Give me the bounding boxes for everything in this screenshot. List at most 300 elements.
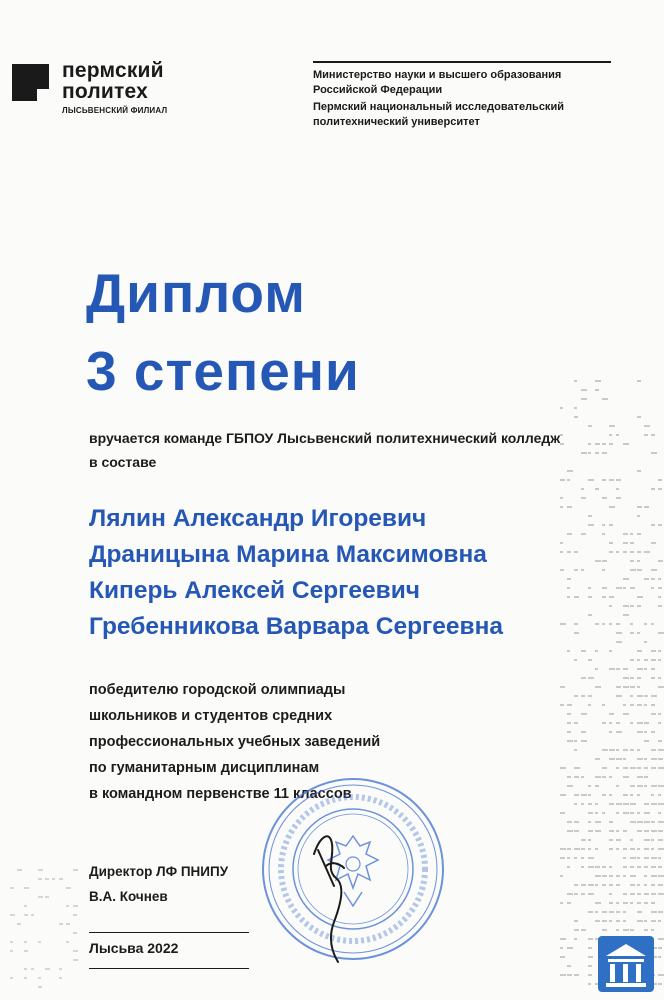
title-line-2: 3 степени	[86, 340, 360, 402]
pattern-dot	[616, 749, 619, 751]
pattern-dot	[637, 776, 643, 778]
pattern-dot	[560, 947, 563, 949]
pattern-dot	[588, 812, 593, 814]
pattern-dot	[630, 812, 634, 814]
pattern-dot	[637, 686, 640, 688]
pattern-dot	[630, 821, 636, 823]
pattern-dot	[595, 776, 601, 778]
pattern-dot	[637, 857, 640, 859]
pattern-dot	[658, 857, 661, 859]
diploma-title	[86, 254, 586, 410]
pattern-dot	[560, 848, 566, 850]
pattern-dot	[616, 731, 622, 733]
pattern-dot	[560, 902, 563, 904]
pattern-dot	[73, 959, 78, 961]
pattern-dot	[637, 380, 641, 382]
pattern-dot	[595, 668, 598, 670]
pattern-dot	[651, 524, 655, 526]
pattern-dot	[623, 875, 626, 877]
pattern-dot	[595, 866, 600, 868]
pattern-dot	[602, 929, 607, 931]
pattern-dot	[24, 977, 27, 979]
ministry-block	[313, 68, 613, 98]
pattern-dot	[651, 677, 655, 679]
pattern-dot	[581, 713, 587, 715]
pattern-dot	[616, 767, 619, 769]
pattern-dot	[651, 758, 657, 760]
pattern-dot	[658, 596, 661, 598]
pattern-dot	[609, 443, 613, 445]
pattern-dot	[658, 938, 664, 940]
pattern-dot	[567, 947, 573, 949]
ministry-line-2: Российской Федерации	[313, 84, 443, 96]
pattern-dot	[644, 695, 648, 697]
pattern-dot	[644, 425, 650, 427]
pattern-dot	[658, 911, 663, 913]
pattern-dot	[623, 803, 629, 805]
pattern-dot	[623, 893, 627, 895]
pattern-dot	[616, 929, 619, 931]
pattern-dot	[637, 470, 641, 472]
pattern-dot	[581, 857, 584, 859]
pattern-dot	[623, 794, 628, 796]
pattern-dot	[588, 830, 593, 832]
pattern-dot	[658, 956, 661, 958]
pattern-dot	[574, 929, 579, 931]
pattern-dot	[616, 848, 619, 850]
pattern-dot	[651, 821, 655, 823]
pattern-dot	[637, 821, 643, 823]
pattern-dot	[658, 524, 662, 526]
signatory-position: Директор ЛФ ПНИПУ	[89, 864, 229, 879]
footer-rule-top	[89, 932, 249, 933]
pattern-dot	[658, 893, 664, 895]
pattern-dot	[651, 452, 657, 454]
pattern-dot	[616, 875, 620, 877]
pattern-dot	[644, 722, 649, 724]
pattern-dot	[10, 941, 13, 943]
pattern-dot	[616, 902, 619, 904]
pattern-dot	[637, 848, 640, 850]
pattern-dot	[581, 893, 585, 895]
pattern-dot	[595, 848, 598, 850]
pattern-dot	[651, 695, 657, 697]
pattern-dot	[38, 986, 42, 988]
team-member: Лялин Александр Игоревич	[89, 505, 427, 532]
pattern-dot	[609, 884, 613, 886]
pattern-dot	[574, 974, 579, 976]
pattern-dot	[651, 434, 655, 436]
pattern-dot	[588, 479, 594, 481]
pattern-dot	[623, 857, 626, 859]
pattern-dot	[595, 389, 599, 391]
pattern-dot	[38, 941, 41, 943]
pattern-dot	[595, 785, 599, 787]
pattern-dot	[45, 968, 50, 970]
pattern-dot	[623, 704, 626, 706]
pattern-dot	[637, 902, 641, 904]
title-line-1: Диплом	[86, 262, 306, 324]
pattern-dot	[644, 884, 647, 886]
pattern-dot	[609, 425, 615, 427]
pattern-dot	[637, 677, 641, 679]
pattern-dot	[581, 929, 586, 931]
pattern-dot	[651, 713, 656, 715]
pattern-dot	[651, 866, 656, 868]
pattern-dot	[588, 893, 594, 895]
pattern-dot	[560, 938, 566, 940]
pattern-dot	[560, 974, 566, 976]
pattern-dot	[644, 848, 649, 850]
pattern-dot	[31, 914, 34, 916]
pattern-dot	[658, 785, 664, 787]
pattern-dot	[567, 776, 571, 778]
pattern-dot	[644, 821, 650, 823]
university-line-2: политехнический университет	[313, 116, 480, 128]
pattern-dot	[588, 848, 591, 850]
pattern-dot	[623, 902, 628, 904]
pattern-dot	[651, 668, 655, 670]
pattern-dot	[616, 479, 621, 481]
pattern-dot	[567, 974, 572, 976]
pattern-dot	[651, 803, 657, 805]
pattern-dot	[581, 884, 586, 886]
pattern-dot	[595, 380, 601, 382]
pattern-dot	[581, 497, 586, 499]
pattern-dot	[651, 767, 656, 769]
pattern-dot	[24, 968, 27, 970]
pattern-dot	[588, 695, 592, 697]
pattern-dot	[595, 812, 598, 814]
pattern-dot	[574, 749, 577, 751]
pattern-dot	[73, 950, 78, 952]
pattern-dot	[581, 731, 586, 733]
description-line: в командном первенстве 11 классов	[89, 786, 352, 802]
pattern-dot	[651, 848, 654, 850]
pattern-dot	[602, 794, 606, 796]
pattern-dot	[10, 914, 15, 916]
pattern-dot	[630, 884, 635, 886]
logo-line-1: пермский	[62, 59, 164, 82]
college-emblem-icon	[596, 934, 656, 994]
pattern-dot	[567, 848, 571, 850]
pattern-dot	[581, 839, 586, 841]
pattern-dot	[574, 920, 578, 922]
pattern-dot	[651, 704, 655, 706]
pattern-dot	[623, 920, 626, 922]
pattern-dot	[59, 968, 62, 970]
pattern-dot	[623, 677, 629, 679]
pattern-dot	[651, 785, 657, 787]
pattern-dot	[658, 758, 663, 760]
pattern-dot	[609, 866, 612, 868]
pattern-dot	[616, 812, 619, 814]
pattern-dot	[10, 887, 14, 889]
pattern-dot	[602, 911, 607, 913]
pattern-dot	[581, 803, 584, 805]
pattern-dot	[651, 794, 654, 796]
pattern-dot	[588, 659, 592, 661]
pattern-dot	[602, 497, 607, 499]
team-member: Гребенникова Варвара Сергеевна	[89, 613, 503, 640]
pattern-dot	[637, 794, 640, 796]
pattern-dot	[588, 704, 591, 706]
pattern-dot	[588, 857, 594, 859]
pattern-dot	[560, 857, 565, 859]
pattern-dot	[609, 803, 614, 805]
pattern-dot	[609, 434, 612, 436]
pattern-dot	[602, 884, 606, 886]
pattern-dot	[644, 857, 649, 859]
pattern-dot	[651, 569, 657, 571]
pattern-dot	[574, 938, 577, 940]
pattern-dot	[637, 749, 640, 751]
pattern-dot	[637, 722, 643, 724]
pattern-dot	[38, 869, 43, 871]
pattern-dot	[651, 875, 657, 877]
pattern-dot	[602, 749, 608, 751]
pattern-dot	[630, 749, 634, 751]
pattern-dot	[581, 740, 587, 742]
pattern-dot	[658, 974, 664, 976]
pattern-dot	[658, 632, 664, 634]
pattern-dot	[595, 488, 599, 490]
pattern-dot	[651, 623, 654, 625]
pattern-dot	[658, 560, 663, 562]
pattern-dot	[644, 776, 648, 778]
pattern-dot	[630, 929, 634, 931]
pattern-dot	[644, 920, 647, 922]
pattern-dot	[651, 893, 656, 895]
signatory-name: В.А. Кочнев	[89, 889, 168, 904]
pattern-dot	[637, 767, 641, 769]
team-members	[89, 501, 649, 645]
pattern-dot	[73, 932, 77, 934]
pattern-dot	[602, 866, 606, 868]
pattern-dot	[574, 416, 578, 418]
pattern-dot	[595, 686, 601, 688]
pattern-dot	[637, 668, 643, 670]
pattern-dot	[616, 668, 620, 670]
pattern-dot	[588, 677, 594, 679]
pattern-dot	[574, 722, 578, 724]
pattern-dot	[651, 929, 654, 931]
pattern-dot	[630, 875, 636, 877]
pattern-dot	[630, 695, 633, 697]
pattern-dot	[616, 497, 621, 499]
team-member: Драницына Марина Максимовна	[89, 541, 487, 568]
pattern-dot	[38, 896, 43, 898]
pattern-dot	[574, 776, 579, 778]
pattern-dot	[616, 884, 620, 886]
award-lead-text	[89, 426, 609, 474]
university-block	[313, 100, 613, 130]
pattern-dot	[630, 704, 634, 706]
pattern-dot	[609, 650, 612, 652]
pattern-dot	[658, 767, 664, 769]
pattern-dot	[66, 923, 70, 925]
pattern-dot	[630, 767, 636, 769]
pattern-dot	[609, 776, 612, 778]
pattern-dot	[560, 497, 563, 499]
pattern-dot	[595, 902, 601, 904]
pattern-dot	[658, 578, 661, 580]
pattern-dot	[609, 758, 615, 760]
pattern-dot	[630, 839, 633, 841]
pattern-dot	[658, 812, 661, 814]
issuer-header	[313, 68, 613, 132]
director-signature	[296, 826, 376, 966]
pattern-dot	[623, 767, 628, 769]
pattern-dot	[644, 704, 647, 706]
pattern-dot	[66, 941, 69, 943]
pattern-dot	[609, 920, 612, 922]
pattern-dot	[630, 803, 636, 805]
pattern-dot	[658, 794, 661, 796]
pattern-dot	[630, 677, 634, 679]
pattern-dot	[602, 479, 606, 481]
pattern-dot	[602, 920, 607, 922]
pattern-dot	[588, 956, 593, 958]
pattern-dot	[637, 650, 642, 652]
pattern-dot	[609, 713, 614, 715]
pattern-dot	[623, 812, 629, 814]
pattern-dot	[658, 947, 662, 949]
pattern-dot	[623, 749, 628, 751]
pattern-dot	[66, 887, 71, 889]
pattern-dot	[651, 587, 654, 589]
pattern-dot	[567, 866, 570, 868]
pattern-dot	[588, 983, 591, 985]
pattern-dot	[574, 767, 580, 769]
pattern-dot	[623, 866, 627, 868]
pattern-dot	[567, 731, 571, 733]
pattern-dot	[658, 884, 663, 886]
pattern-dot	[658, 740, 662, 742]
pattern-dot	[595, 884, 598, 886]
pattern-dot	[574, 794, 579, 796]
pattern-dot	[651, 650, 656, 652]
pattern-dot	[581, 848, 585, 850]
pattern-dot	[651, 749, 656, 751]
pattern-dot	[637, 731, 643, 733]
pattern-dot	[644, 839, 650, 841]
pattern-dot	[623, 911, 626, 913]
pattern-dot	[17, 923, 21, 925]
pattern-dot	[651, 920, 656, 922]
logo-wordmark	[62, 60, 222, 102]
pattern-dot	[637, 704, 642, 706]
pattern-dot	[644, 875, 647, 877]
pattern-dot	[602, 875, 607, 877]
pattern-dot	[658, 659, 661, 661]
pattern-dot	[73, 869, 78, 871]
pattern-dot	[651, 830, 657, 832]
pattern-dot	[567, 704, 572, 706]
pattern-dot	[73, 905, 78, 907]
pattern-dot	[658, 866, 662, 868]
pattern-dot	[609, 830, 614, 832]
pattern-dot	[574, 659, 577, 661]
pattern-dot	[567, 902, 571, 904]
pattern-dot	[644, 812, 650, 814]
pattern-dot	[609, 848, 613, 850]
pattern-dot	[588, 884, 594, 886]
pattern-dot	[630, 893, 635, 895]
pattern-dot	[588, 821, 591, 823]
pattern-dot	[637, 866, 641, 868]
pattern-dot	[24, 914, 28, 916]
pattern-dot	[588, 794, 591, 796]
pattern-dot	[623, 776, 629, 778]
pattern-dot	[574, 848, 580, 850]
pattern-dot	[637, 758, 643, 760]
pattern-dot	[59, 878, 63, 880]
pattern-dot	[588, 965, 592, 967]
logo-line-2: политех	[62, 80, 149, 103]
pattern-dot	[658, 749, 664, 751]
pattern-dot	[644, 731, 647, 733]
pattern-dot	[637, 812, 640, 814]
pattern-dot	[588, 938, 593, 940]
pattern-dot	[59, 977, 62, 979]
pattern-dot	[658, 722, 661, 724]
pattern-dot	[658, 821, 664, 823]
pattern-dot	[651, 488, 655, 490]
university-line-1: Пермский национальный исследовательский	[313, 101, 564, 113]
pattern-dot	[567, 722, 571, 724]
lead-line-1: вручается команде ГБПОУ Лысьвенский политехнический колледж	[89, 430, 561, 446]
pattern-dot	[595, 650, 598, 652]
pattern-dot	[644, 830, 649, 832]
pattern-dot	[24, 905, 27, 907]
place-and-year: Лысьва 2022	[89, 940, 179, 956]
pattern-dot	[637, 830, 642, 832]
pattern-dot	[651, 731, 655, 733]
team-member: Киперь Алексей Сергеевич	[89, 577, 420, 604]
pattern-dot	[59, 923, 63, 925]
pattern-dot	[609, 911, 614, 913]
pattern-dot	[644, 785, 647, 787]
pattern-dot	[609, 722, 612, 724]
pattern-dot	[644, 902, 648, 904]
pattern-dot	[658, 686, 664, 688]
pattern-dot	[644, 893, 649, 895]
pattern-dot	[588, 839, 591, 841]
pattern-dot	[574, 740, 577, 742]
pattern-dot	[581, 794, 587, 796]
pattern-dot	[574, 857, 577, 859]
pattern-dot	[623, 713, 629, 715]
pattern-dot	[616, 839, 621, 841]
pattern-dot	[588, 866, 594, 868]
pattern-dot	[588, 911, 593, 913]
pattern-dot	[581, 650, 586, 652]
pattern-dot	[616, 830, 619, 832]
pattern-dot	[630, 857, 636, 859]
pattern-dot	[658, 479, 662, 481]
pattern-dot	[637, 416, 641, 418]
pattern-dot	[616, 758, 622, 760]
pattern-dot	[595, 920, 600, 922]
pattern-dot	[644, 929, 648, 931]
footer-rule-bottom	[89, 968, 249, 969]
pattern-dot	[595, 803, 598, 805]
pattern-dot	[623, 929, 629, 931]
pattern-dot	[637, 884, 640, 886]
pattern-dot	[651, 857, 657, 859]
pattern-dot	[609, 875, 613, 877]
